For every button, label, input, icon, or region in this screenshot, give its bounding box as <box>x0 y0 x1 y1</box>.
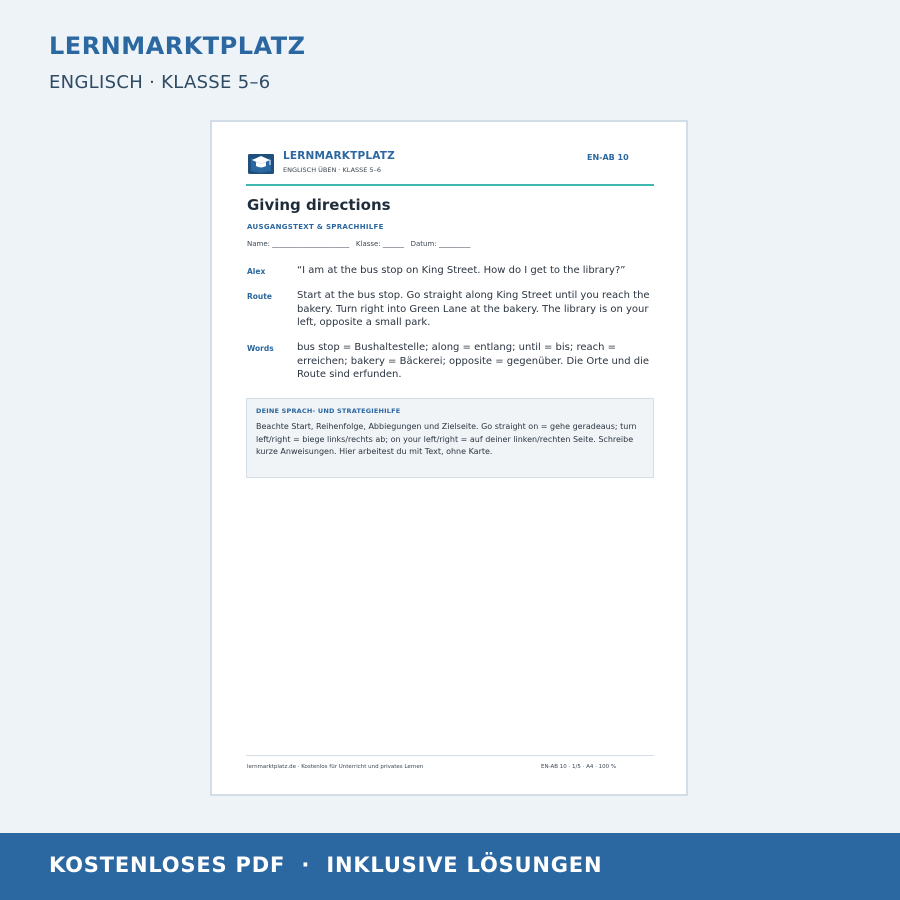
worksheet-preview[interactable] <box>210 120 688 796</box>
sheet-title: Giving directions <box>247 196 391 214</box>
row-label-route: Route <box>247 292 272 301</box>
book-graduation-cap-icon <box>248 152 274 174</box>
sheet-doc-id: EN-AB 10 <box>587 153 629 162</box>
sheet-kicker: AUSGANGSTEXT & SPRACHHILFE <box>247 223 384 231</box>
footer-site-note: lernmarktplatz.de · Kostenlos für Unterricht und privates Lernen <box>247 764 424 770</box>
row-text-alex: “I am at the bus stop on King Street. How do I get to the library?” <box>297 265 626 276</box>
row-text-words: bus stop = Bushaltestelle; along = entlang; until = bis; reach = erreichen; bakery = Bäckerei; opposite = gegenüber. Die Orte und die Route sind erfunden. <box>297 342 650 381</box>
header-divider <box>246 184 654 186</box>
sheet-brand: LERNMARKTPLATZ <box>283 150 395 162</box>
row-text-route: Start at the bus stop. Go straight along King Street until you reach the bakery. Turn right into Green Lane at the bakery. The library is on your left, opposite a small park. <box>297 290 650 329</box>
brand-title: LERNMARKTPLATZ <box>49 32 306 60</box>
hint-text: Beachte Start, Reihenfolge, Abbiegungen und Zielseite. Go straight on = gehe geradeaus; turn left/right = biege links/rechts ab; on your left/right = auf deiner linken/rechten Seite. Schreibe kurze Anweisungen. Hier arbeitest du mit Text, ohne Karte. <box>256 422 637 456</box>
hint-title: DEINE SPRACH- UND STRATEGIEHILFE <box>256 407 401 415</box>
banner-text: KOSTENLOSES PDF · INKLUSIVE LÖSUNGEN <box>49 853 603 877</box>
row-label-words: Words <box>247 344 274 353</box>
row-label-alex: Alex <box>247 267 266 276</box>
bottom-banner <box>0 833 900 900</box>
footer-divider <box>246 755 654 756</box>
brand-subtitle: ENGLISCH · KLASSE 5–6 <box>49 72 271 93</box>
footer-page-info: EN-AB 10 · 1/5 · A4 · 100 % <box>541 764 617 770</box>
strategy-hint-box <box>246 398 654 478</box>
sheet-brand-subtitle: ENGLISCH ÜBEN · KLASSE 5–6 <box>283 166 381 174</box>
name-class-date-fields: Name: ______________________ Klasse: ______ Datum: _________ <box>247 240 471 248</box>
